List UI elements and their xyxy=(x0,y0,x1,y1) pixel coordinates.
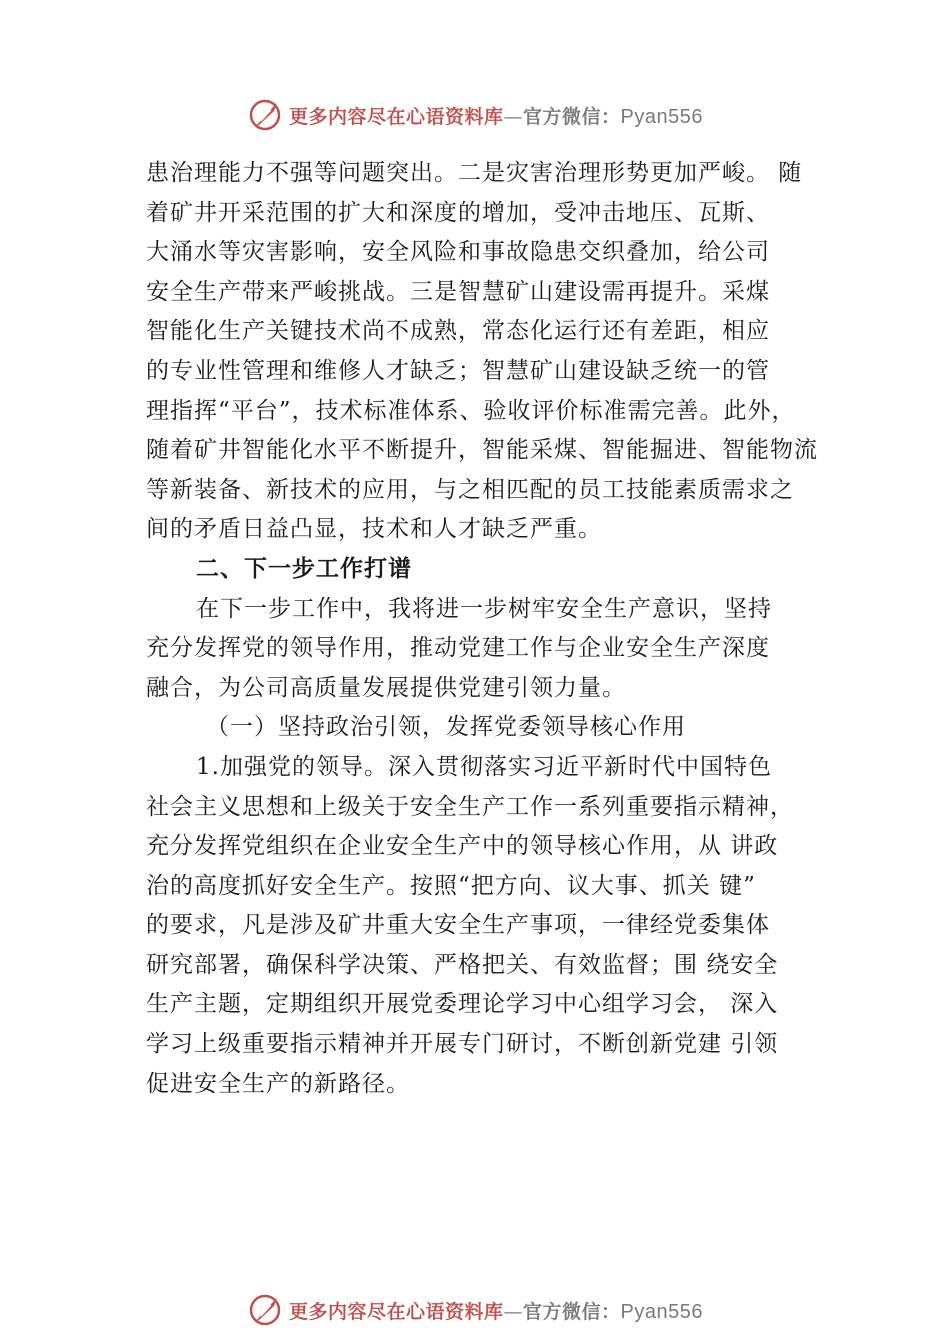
text-line: 安全生产带来严峻挑战。三是智慧矿山建设需再提升。采煤 xyxy=(146,278,770,305)
paragraph-party-leadership xyxy=(146,748,846,1104)
banner-dash: — xyxy=(503,1300,524,1323)
quill-pen-logo-icon xyxy=(247,1292,283,1328)
text-line: 充分发挥党组织在企业安全生产中的领导核心作用，从 讲政 xyxy=(146,833,779,860)
text-line: 随着矿井智能化水平不断提升，智能采煤、智能掘进、智能物流 xyxy=(146,437,818,464)
text-line: 融合，为公司高质量发展提供党建引领力量。 xyxy=(146,674,626,701)
banner-dash: — xyxy=(503,105,524,128)
text-line: 的要求，凡是涉及矿井重大安全生产事项，一律经党委集体 xyxy=(146,912,770,939)
text-line: 间的矛盾日益凸显，技术和人才缺乏严重。 xyxy=(146,516,602,543)
text-line: 研究部署，确保科学决策、严格把关、有效监督；围 绕安全 xyxy=(146,951,779,978)
quill-pen-logo-icon xyxy=(247,97,283,133)
footer-watermark-banner xyxy=(0,1290,950,1330)
text-line: 生产主题，定期组织开展党委理论学习中心组学习会， 深入 xyxy=(146,991,779,1018)
text-line: 充分发挥党的领导作用，推动党建工作与企业安全生产深度 xyxy=(146,635,770,662)
header-watermark-banner xyxy=(0,95,950,135)
text-line: 着矿井开采范围的扩大和深度的增加，受冲击地压、瓦斯、 xyxy=(146,199,770,226)
paragraph-next-steps xyxy=(146,590,846,709)
text-line: 治的高度抓好安全生产。按照“把方向、议大事、抓关 键” xyxy=(146,872,756,899)
banner-library-text: 更多内容尽在心语资料库 xyxy=(289,1300,504,1323)
text-line: 的专业性管理和维修人才缺乏；智慧矿山建设缺乏统一的管 xyxy=(146,357,770,384)
text-line: 社会主义思想和上级关于安全生产工作一系列重要指示精神， xyxy=(146,793,794,820)
banner-wechat-label: 官方微信： xyxy=(523,105,621,128)
text-line: 理指挥“平台”，技术标准体系、验收评价标准需完善。此外， xyxy=(146,397,796,424)
text-line: 等新装备、新技术的应用，与之相匹配的员工技能素质需求之 xyxy=(146,476,794,503)
banner-wechat-label: 官方微信： xyxy=(523,1300,621,1323)
text-line: 患治理能力不强等问题突出。二是灾害治理形势更加严峻。 随 xyxy=(146,160,803,186)
text-line: 大涌水等灾害影响，安全风险和事故隐患交织叠加，给公司 xyxy=(146,239,770,266)
text-line: 1.加强党的领导。深入贯彻落实习近平新时代中国特色 xyxy=(196,753,772,780)
document-body xyxy=(146,154,846,1104)
sub-heading: （一）坚持政治引领，发挥党委领导核心作用 xyxy=(206,714,686,741)
text-line: 学习上级重要指示精神并开展专门研讨，不断创新党建 引领 xyxy=(146,1031,779,1058)
banner-wechat-id: Pyan556 xyxy=(620,1300,703,1323)
banner-wechat-id: Pyan556 xyxy=(620,105,703,128)
text-line: 在下一步工作中，我将进一步树牢安全生产意识，坚持 xyxy=(196,595,772,622)
banner-library-text: 更多内容尽在心语资料库 xyxy=(289,105,504,128)
paragraph-challenges xyxy=(146,154,846,550)
text-line: 促进安全生产的新路径。 xyxy=(146,1070,410,1097)
text-line: 智能化生产关键技术尚不成熟，常态化运行还有差距，相应 xyxy=(146,318,770,345)
section-heading: 二、下一步工作打谱 xyxy=(196,555,412,582)
